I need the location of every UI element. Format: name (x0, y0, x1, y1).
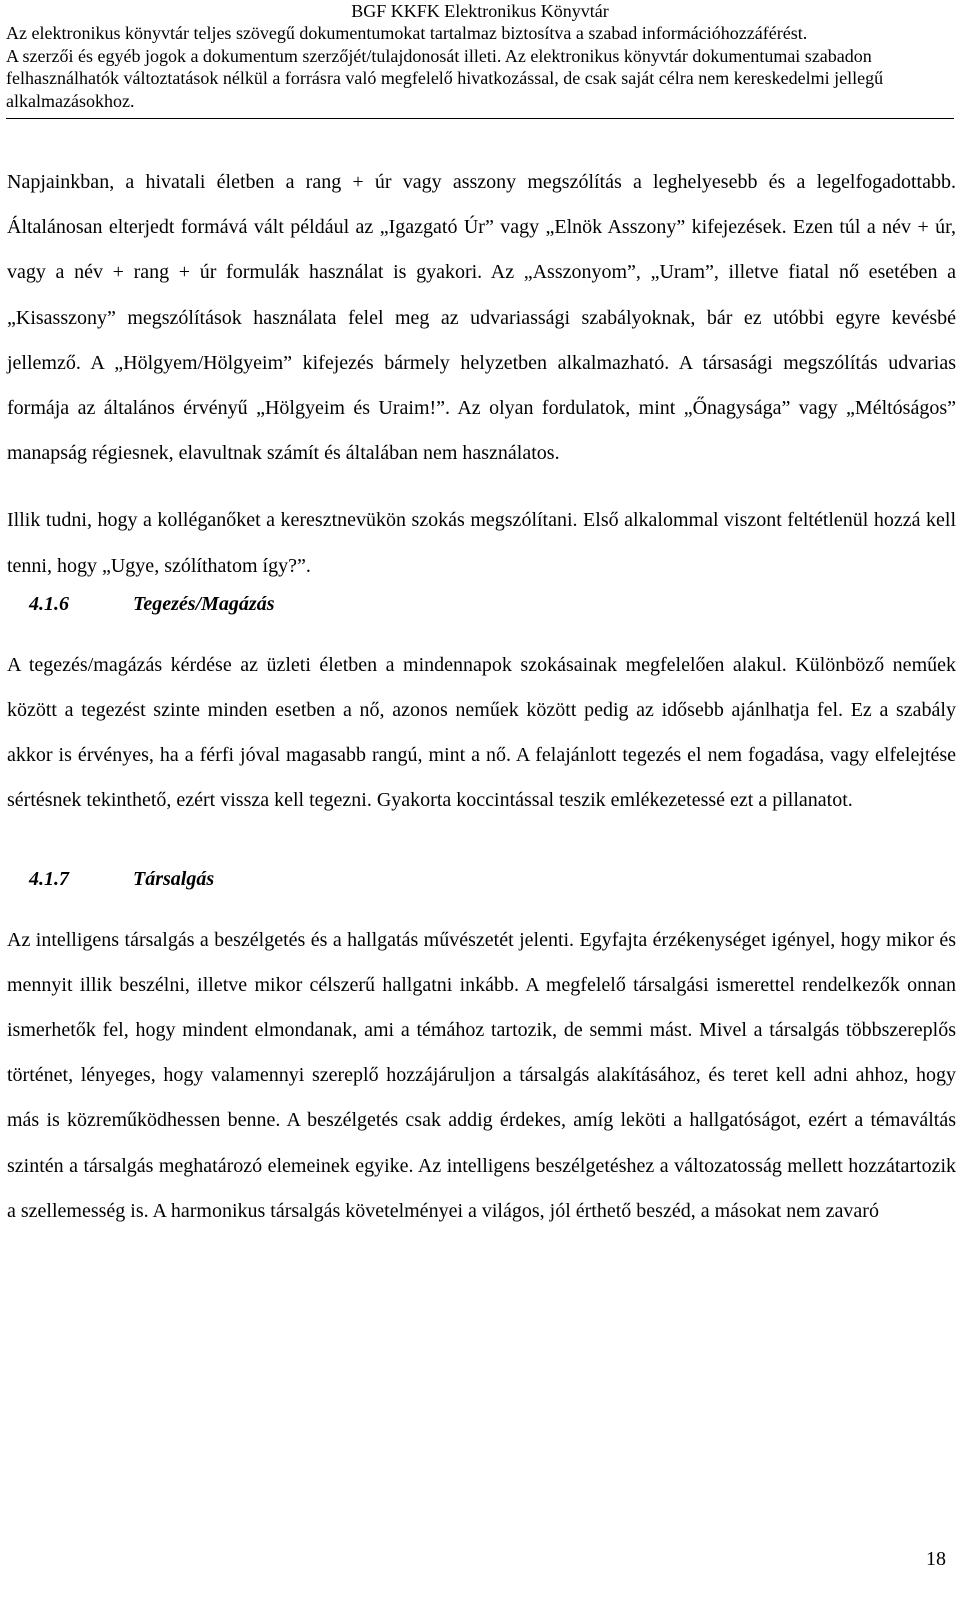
section-number: 4.1.6 (29, 592, 69, 615)
section-heading-tegezes (7, 589, 956, 619)
library-notice-line2: A szerzői és egyéb jogok a dokumentum szerzőjét/tulajdonosát illeti. Az elektronikus könyvtár dokumentumai szabadon felhasználhatók változtatások nélkül a forrásra való megfelelő hivatkozással, de csak saját célra nem kereskedelmi jellegű alkalmazásokhoz. (6, 45, 884, 111)
section-heading-tarsalgas (7, 864, 956, 894)
paragraph-colleagues: Illik tudni, hogy a kolléganőket a keresztnevükön szokás megszólítani. Első alkalommal viszont feltétlenül hozzá kell tenni, hogy „Ugye, szólíthatom így?”. (7, 509, 956, 577)
section-title: Tegezés/Magázás (133, 592, 275, 615)
section-title: Társalgás (133, 867, 215, 890)
page-number: 18 (926, 1548, 946, 1570)
paragraph-addressing: Napjainkban, a hivatali életben a rang + úr vagy asszony megszólítás a leghelyesebb és a legelfogadottabb. Általánosan elterjedt formává vált például az „Igazgató Úr” vagy „Elnök Asszony” kifejezések. Ezen túl a név + úr, vagy a név + rang + úr formulák használat is gyakori. Az „Asszonyom”, „Uram”, illetve fiatal nő esetében a „Kisasszony” megszólítások használata felel meg az udvariassági szabályoknak, bár ez utóbbi egyre kevésbé jellemző. A „Hölgyem/Hölgyeim” kifejezés bármely helyzetben alkalmazható. A társasági megszólítás udvarias formája az általános érvényű „Hölgyeim és Uraim!”. Az olyan fordulatok, mint „Őnagysága” vagy „Méltóságos” manapság régiesnek, elavultnak számít és általában nem használatos. (7, 171, 956, 465)
library-notice-line1: Az elektronikus könyvtár teljes szövegű dokumentumokat tartalmaz biztosítva a szabad információhozzáférést. (6, 23, 808, 44)
paragraph-tegezes: A tegezés/magázás kérdése az üzleti életben a mindennapok szokásainak megfelelően alakul. Különböző neműek között a tegezést szinte minden esetben a nő, azonos neműek között pedig az idősebb ajánlhatja fel. Ez a szabály akkor is érvényes, ha a férfi jóval magasabb rangú, mint a nő. A felajánlott tegezés el nem fogadása, vagy elfelejtése sértésnek tekinthető, ezért vissza kell tegezni. Gyakorta koccintással teszik emlékezetessé ezt a pillanatot. (7, 653, 956, 812)
paragraph-tarsalgas: Az intelligens társalgás a beszélgetés és a hallgatás művészetét jelenti. Egyfajta érzékenységet igényel, hogy mikor és mennyit illik beszélni, illetve mikor célszerű hallgatni inkább. A megfelelő társalgási ismerettel rendelkezők onnan ismerhetők fel, hogy mindent elmondanak, ami a témához tartozik, de semmi mást. Mivel a társalgás többszereplős történet, lényeges, hogy valamennyi szereplő hozzájáruljon a társalgás alakításához, és teret kell adni ahhoz, hogy más is közreműködhessen benne. A beszélgetés csak addig érdekes, amíg leköti a hallgatóságot, ezért a témaváltás szintén a társalgás meghatározó elemeinek egyike. Az intelligens beszélgetéshez a változatosság mellett hozzátartozik a szellemesség is. A harmonikus társalgás követelményei a világos, jól érthető beszéd, a másokat nem zavaró (7, 928, 956, 1222)
section-number: 4.1.7 (29, 867, 69, 890)
document-body (7, 160, 956, 1234)
library-header (6, 0, 954, 119)
library-title: BGF KKFK Elektronikus Könyvtár (351, 1, 609, 21)
